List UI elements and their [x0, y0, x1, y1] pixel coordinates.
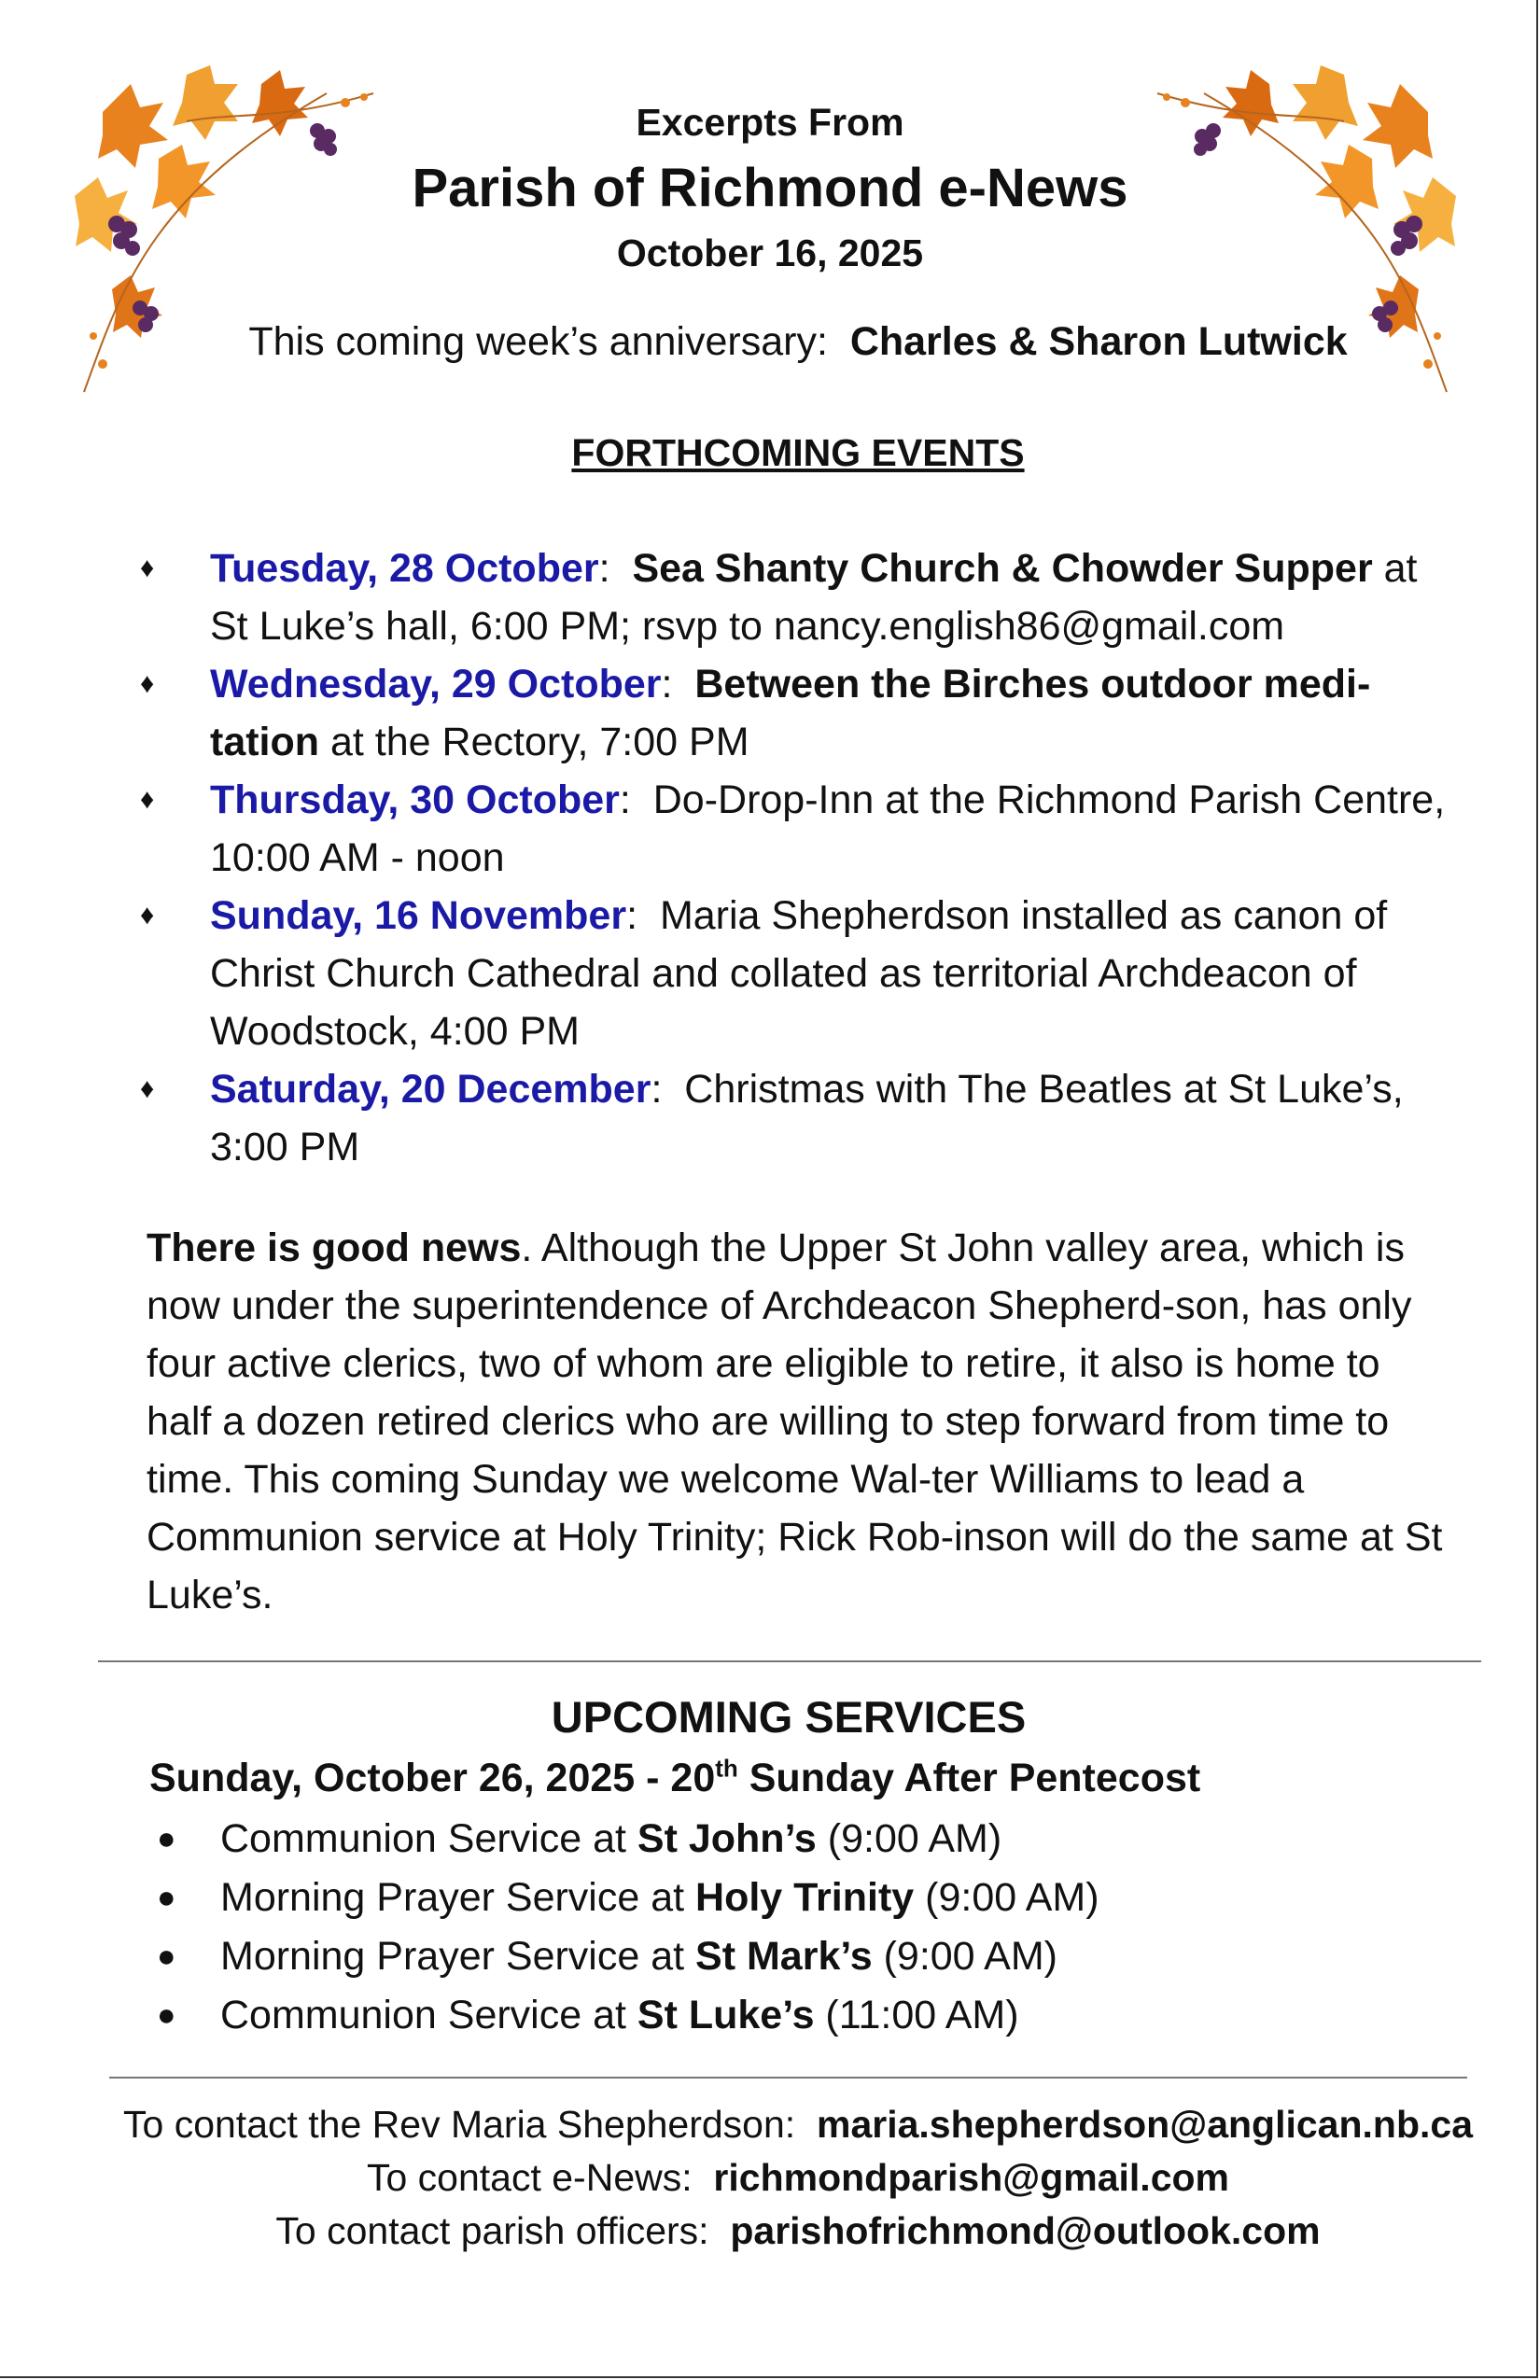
contact-label: To contact e-News:: [366, 2156, 693, 2199]
services-list: [149, 1810, 1363, 2045]
dot-icon: ●: [157, 1997, 176, 2033]
divider: [98, 1660, 1481, 1662]
divider: [109, 2077, 1467, 2079]
contact-email[interactable]: parishofrichmond@outlook.com: [730, 2209, 1321, 2252]
diamond-icon: ♦: [140, 900, 155, 931]
page-title: Parish of Richmond e-News: [412, 158, 1128, 218]
event-title: Between the Birches outdoor medi-tation: [210, 662, 1371, 764]
news-paragraph: [147, 1219, 1444, 1624]
dot-icon: ●: [157, 1880, 176, 1915]
diamond-icon: ♦: [140, 553, 155, 583]
event-date: Wednesday, 29 October: [210, 662, 662, 707]
event-date: Thursday, 30 October: [210, 777, 620, 822]
event-title: Sea Shanty Church & Chowder Supper: [632, 546, 1373, 591]
anniversary-names: Charles & Sharon Lutwick: [849, 319, 1348, 364]
news-lead: There is good news: [147, 1225, 522, 1270]
services-date-prefix: Sunday, October 26, 2025 - 20: [149, 1756, 716, 1800]
service-time: (9:00 AM): [816, 1816, 1002, 1861]
event-detail: Maria Shepherdson installed as canon of Christ Church Cathedral and collated as territorial Archdeacon of Woodstock, 4:00 PM: [210, 893, 1388, 1054]
service-time: (11:00 AM): [814, 1993, 1019, 2037]
services-date: [149, 1756, 1200, 1801]
contact-email[interactable]: richmondparish@gmail.com: [713, 2156, 1230, 2199]
list-item: ♦ Tuesday, 28 October: Sea Shanty Church & Chowder Supper at St Luke’s hall, 6:00 PM; rsvp to nancy.english86@gmail.com: [140, 539, 1465, 655]
dot-icon: ●: [157, 1939, 176, 1974]
list-item: [149, 1810, 1363, 1869]
list-item: ♦ Wednesday, 29 October: Between the Birches outdoor medi-tation at the Rectory, 7:00 PM: [140, 655, 1465, 771]
services-date-suffix: Sunday After Pentecost: [737, 1756, 1201, 1800]
church-name: St Luke’s: [637, 1993, 815, 2037]
event-detail: at St Luke’s hall, 6:00 PM; rsvp to nancy.english86@gmail.com: [210, 546, 1418, 649]
contact-label: To contact parish officers:: [275, 2209, 709, 2252]
list-item: [149, 1927, 1363, 1986]
contact-line: [0, 2103, 1540, 2147]
church-name: St Mark’s: [695, 1934, 873, 1979]
events-heading: FORTHCOMING EVENTS: [571, 431, 1025, 474]
diamond-icon: ♦: [140, 668, 155, 699]
list-item: ♦ Thursday, 30 October: Do-Drop-Inn at the Richmond Parish Centre, 10:00 AM - noon: [140, 771, 1465, 887]
list-item: [149, 1869, 1363, 1927]
events-list: [140, 539, 1465, 1176]
event-date: Tuesday, 28 October: [210, 546, 599, 591]
anniversary-label: This coming week’s anniversary:: [248, 319, 828, 364]
event-date: Sunday, 16 November: [210, 893, 627, 938]
church-name: Holy Trinity: [695, 1875, 915, 1920]
service-time: (9:00 AM): [914, 1875, 1099, 1920]
event-detail: Christmas with The Beatles at St Luke’s, 3:00 PM: [210, 1067, 1404, 1169]
services-date-sup: th: [715, 1754, 738, 1783]
contact-line: [0, 2156, 1540, 2200]
service-time: (9:00 AM): [872, 1934, 1057, 1979]
dot-icon: ●: [157, 1821, 176, 1856]
event-detail: at the Rectory, 7:00 PM: [319, 720, 749, 764]
diamond-icon: ♦: [140, 1073, 155, 1104]
service-name: Morning Prayer Service at: [220, 1934, 696, 1979]
list-item: ♦ Sunday, 16 November: Maria Shepherdson installed as canon of Christ Church Cathedral and collated as territorial Archdeacon of Woodstock, 4:00 PM: [140, 887, 1465, 1060]
event-detail: Do-Drop-Inn at the Richmond Parish Centre, 10:00 AM - noon: [210, 777, 1446, 880]
diamond-icon: ♦: [140, 784, 155, 815]
service-name: Morning Prayer Service at: [220, 1875, 696, 1920]
services-heading: UPCOMING SERVICES: [551, 1692, 1027, 1742]
news-body: . Although the Upper St John valley area, which is now under the superintendence of Archdeacon Shepherd-son, has only four active clerics, two of whom are eligible to retire, it also is home to half a dozen retired clerics who are willing to step forward from time to time. This coming Sunday we welcome Wal-ter Williams to lead a Communion service at Holy Trinity; Rick Rob-inson will do the same at St Luke’s.: [147, 1225, 1443, 1617]
event-date: Saturday, 20 December: [210, 1067, 651, 1112]
list-item: ♦ Saturday, 20 December: Christmas with The Beatles at St Luke’s, 3:00 PM: [140, 1060, 1465, 1176]
church-name: St John’s: [637, 1816, 817, 1861]
contact-line: [0, 2209, 1540, 2253]
anniversary-line: [0, 319, 1540, 365]
contact-email[interactable]: maria.shepherdson@anglican.nb.ca: [816, 2103, 1473, 2146]
header-kicker: Excerpts From: [636, 101, 904, 144]
service-name: Communion Service at: [220, 1816, 637, 1861]
issue-date: October 16, 2025: [616, 231, 924, 274]
contact-label: To contact the Rev Maria Shepherdson:: [123, 2103, 796, 2146]
service-name: Communion Service at: [220, 1993, 637, 2037]
list-item: [149, 1986, 1363, 2045]
